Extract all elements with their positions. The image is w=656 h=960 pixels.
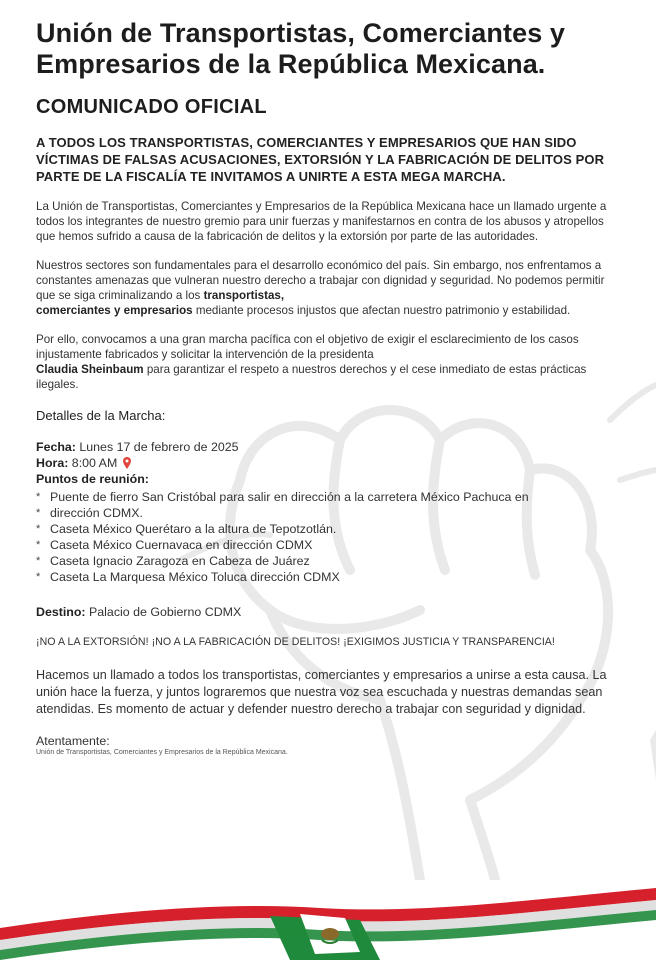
paragraph-2-bold-a: transportistas, (203, 289, 285, 302)
paragraph-2-text-a: Nuestros sectores son fundamentales para el desarrollo económico del país. Sin embargo, nos enfrentamos a constantes amenazas que vulneran nuestro derecho a trabajar con dignidad y seguridad. No podemos permitir que se siga criminalizando a los (36, 259, 605, 302)
list-item: * Caseta México Cuernavaca en dirección CDMX (36, 538, 313, 552)
destination-line (36, 605, 626, 619)
bullet-star: * (36, 523, 41, 535)
time-line (36, 455, 626, 471)
sign-off: Atentamente: (36, 734, 110, 748)
destination-value: Palacio de Gobierno CDMX (85, 605, 242, 619)
list-item: * dirección CDMX. (36, 506, 143, 520)
meeting-points-label: Puntos de reunión: (36, 472, 149, 486)
paragraph-3-text-b: para garantizar el respeto a nuestros derechos y el cese inmediato de estas prácticas ilegales. (36, 363, 587, 391)
bullet-star: * (36, 571, 41, 583)
time-label: Hora: (36, 456, 69, 470)
intro-callout (36, 134, 626, 185)
signature: Unión de Transportistas, Comerciantes y Empresarios de la República Mexicana. (36, 749, 288, 756)
slogan: ¡NO A LA EXTORSIÓN! ¡NO A LA FABRICACIÓN DE DELITOS! ¡EXIGIMOS JUSTICIA Y TRANSPARENCIA! (36, 636, 555, 648)
list-item: * Caseta México Querétaro a la altura de Tepotzotlán. (36, 522, 337, 536)
destination-label: Destino: (36, 605, 86, 619)
paragraph-2-bold-b: comerciantes y empresarios (36, 304, 193, 317)
meeting-points-list (36, 489, 626, 585)
paragraph-2-text-b: mediante procesos injustos que afectan nuestro patrimonio y estabilidad. (192, 304, 571, 317)
bullet-star: * (36, 507, 41, 519)
paragraph-3-bold: Claudia Sheinbaum (36, 363, 144, 376)
bullet-star: * (36, 539, 41, 551)
paragraph-2 (36, 258, 626, 318)
paragraph-3 (36, 332, 626, 392)
official-statement-heading: COMUNICADO OFICIAL (36, 96, 267, 118)
page-title: Unión de Transportistas, Comerciantes y Empresarios de la República Mexicana. (36, 18, 566, 79)
mexico-flag-ribbon (0, 880, 656, 960)
list-item: * Caseta La Marquesa México Toluca dirección CDMX (36, 570, 340, 584)
time-value: 8:00 AM (68, 456, 118, 470)
date-value: Lunes 17 de febrero de 2025 (75, 440, 239, 454)
list-item: * Caseta Ignacio Zaragoza en Cabeza de Juárez (36, 554, 310, 568)
date-label: Fecha: (36, 440, 76, 454)
bullet-star: * (36, 555, 41, 567)
document (36, 18, 626, 756)
paragraph-1: La Unión de Transportistas, Comerciantes y Empresarios de la República Mexicana hace un llamado urgente a todos los integrantes de nuestro gremio para unir fuerzas y manifestarnos en contra de los abusos y atropellos que hemos sufrido a causa de la fabricación de delitos y la extorsión por parte de las autoridades. (36, 200, 607, 243)
march-details-heading: Detalles de la Marcha: (36, 408, 166, 423)
intro-emphasis: UNIRTE A ESTA MEGA MARCHA. (298, 169, 506, 184)
date-line (36, 439, 626, 455)
paragraph-3-text-a: Por ello, convocamos a una gran marcha pacífica con el objetivo de exigir el esclarecimiento de los casos injustamente fabricados y solicitar la intervención de la presidenta (36, 333, 579, 361)
meeting-points-label-line (36, 471, 626, 487)
list-item: * Puente de fierro San Cristóbal para salir en dirección a la carretera México Pachuca en (36, 490, 529, 504)
bullet-star: * (36, 491, 41, 503)
location-pin-icon (123, 457, 131, 469)
intro-text: A TODOS LOS TRANSPORTISTAS, COMERCIANTES Y EMPRESARIOS QUE HAN SIDO VÍCTIMAS DE FALSAS ACUSACIONES, EXTORSIÓN Y LA FABRICACIÓN DE DELITOS POR PARTE DE LA FISCALÍA TE INVITAMOS A (36, 135, 605, 184)
closing-paragraph: Hacemos un llamado a todos los transportistas, comerciantes y empresarios a unirse a esta causa. La unión hace la fuerza, y juntos lograremos que nuestra voz sea escuchada y nuestras demandas sean atendidas. Es momento de actuar y defender nuestro derecho a trabajar con seguridad y dignidad. (36, 668, 607, 716)
